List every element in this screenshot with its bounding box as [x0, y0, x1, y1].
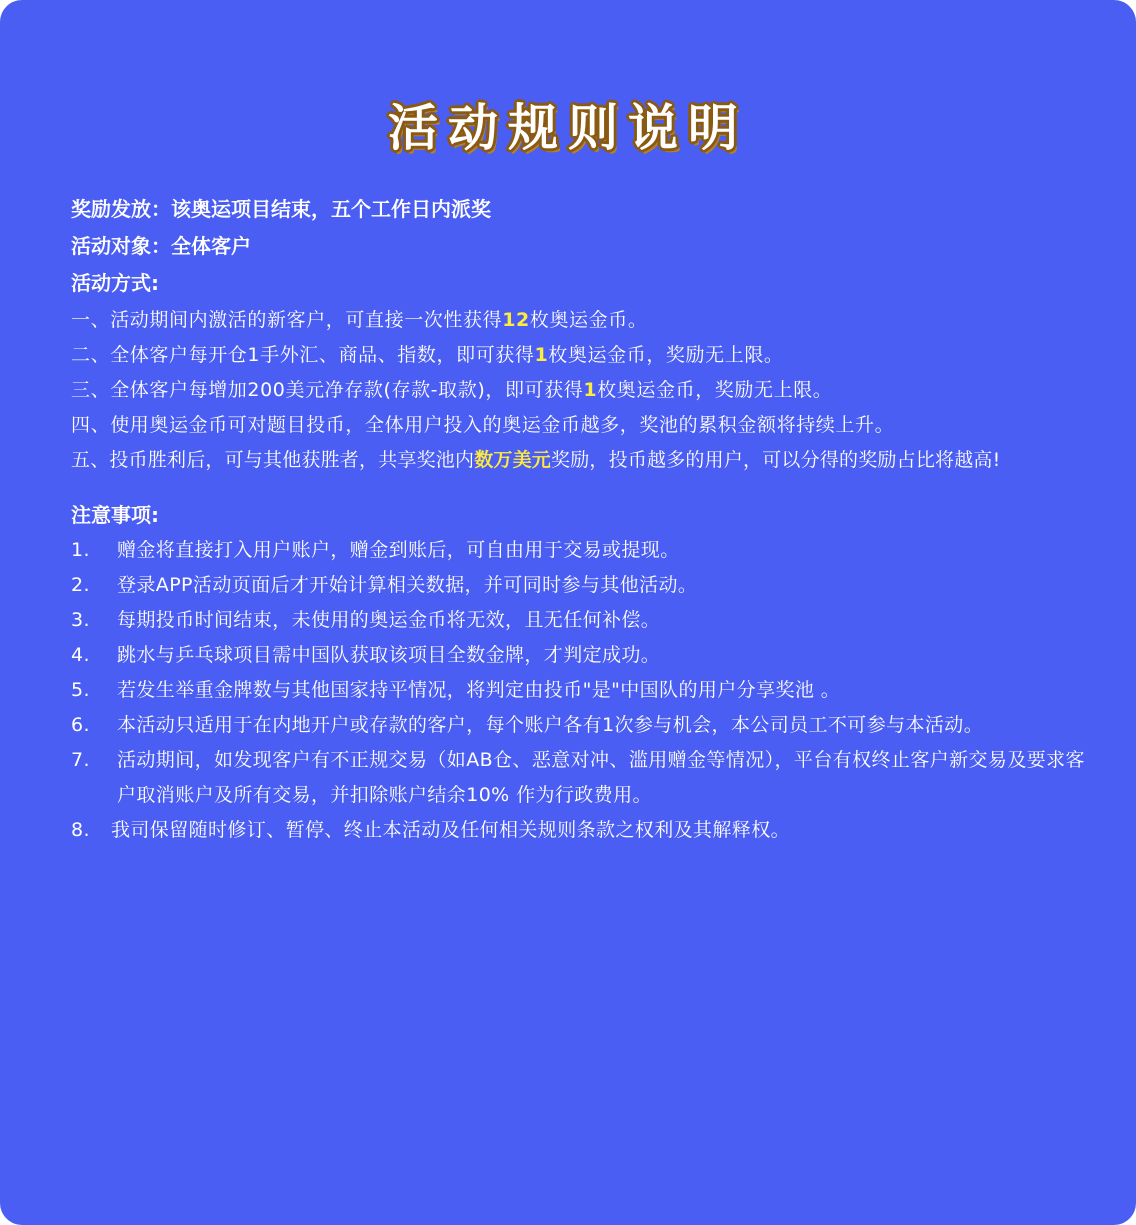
rule-item	[71, 373, 1091, 408]
method-heading: 活动方式:	[71, 271, 159, 295]
note-item	[71, 743, 1091, 813]
rule-text: 五、投币胜利后，可与其他获胜者，共享奖池内	[71, 449, 475, 471]
note-number: 4.	[71, 644, 90, 666]
rule-highlight: 数万美元	[474, 449, 552, 471]
note-number: 2.	[71, 574, 90, 596]
note-item	[71, 568, 1091, 603]
note-number: 3.	[71, 609, 90, 631]
rule-text: 四、使用奥运金币可对题目投币，全体用户投入的奥运金币越多，奖池的累积金额将持续上升。	[71, 414, 895, 436]
rule-item	[71, 303, 1091, 338]
note-text: 登录APP活动页面后才开始计算相关数据，并可同时参与其他活动。	[117, 574, 698, 596]
rule-text: 枚奥运金币。	[529, 309, 648, 331]
note-text: 我司保留随时修订、暂停、终止本活动及任何相关规则条款之权利及其解释权。	[111, 819, 791, 841]
note-number: 1.	[71, 539, 90, 561]
note-item	[71, 638, 1091, 673]
target-row	[71, 229, 1091, 266]
note-text: 本活动只适用于在内地开户或存款的客户，每个账户各有1次参与机会，本公司员工不可参与本活动。	[117, 714, 984, 736]
section-spacer	[71, 478, 1091, 498]
note-text: 若发生举重金牌数与其他国家持平情况，将判定由投币"是"中国队的用户分享奖池 。	[117, 679, 841, 701]
rule-text: 三、全体客户每增加200美元净存款(存款-取款)，即可获得	[71, 379, 584, 401]
rule-highlight: 12	[502, 309, 530, 331]
note-item	[71, 603, 1091, 638]
rule-text: 一、活动期间内激活的新客户，可直接一次性获得	[71, 309, 503, 331]
rule-text: 枚奥运金币，奖励无上限。	[597, 379, 833, 401]
note-number: 7.	[71, 749, 90, 771]
rules-content	[71, 192, 1091, 848]
rule-item	[71, 338, 1091, 373]
page-title: 活动规则说明	[388, 99, 748, 157]
note-item	[71, 708, 1091, 743]
note-item	[71, 673, 1091, 708]
note-number: 8.	[71, 819, 90, 841]
award-label: 奖励发放：	[71, 197, 171, 221]
note-text: 跳水与乒乓球项目需中国队获取该项目全数金牌，才判定成功。	[117, 644, 661, 666]
note-text: 赠金将直接打入用户账户，赠金到账后，可自由用于交易或提现。	[117, 539, 680, 561]
rule-text: 奖励，投币越多的用户，可以分得的奖励占比将越高!	[551, 449, 1001, 471]
note-item	[71, 813, 1091, 848]
note-text: 活动期间，如发现客户有不正规交易（如AB仓、恶意对冲、滥用赠金等情况），平台有权终止客户新交易及要求客户取消账户及所有交易，并扣除账户结余10% 作为行政费用。	[117, 749, 1085, 806]
target-label: 活动对象：	[71, 234, 171, 258]
rule-text: 二、全体客户每开仓1手外汇、商品、指数，即可获得	[71, 344, 535, 366]
notes-heading: 注意事项:	[71, 503, 159, 527]
rule-item	[71, 408, 1091, 443]
note-item	[71, 533, 1091, 568]
rule-item	[71, 443, 1091, 478]
target-value: 全体客户	[171, 234, 251, 258]
rule-highlight: 1	[534, 344, 549, 366]
note-text: 每期投币时间结束，未使用的奥运金币将无效，且无任何补偿。	[117, 609, 661, 631]
note-number: 6.	[71, 714, 90, 736]
rule-highlight: 1	[583, 379, 598, 401]
note-number: 5.	[71, 679, 90, 701]
award-value: 该奥运项目结束，五个工作日内派奖	[171, 197, 491, 221]
award-row	[71, 192, 1091, 229]
rule-text: 枚奥运金币，奖励无上限。	[548, 344, 784, 366]
